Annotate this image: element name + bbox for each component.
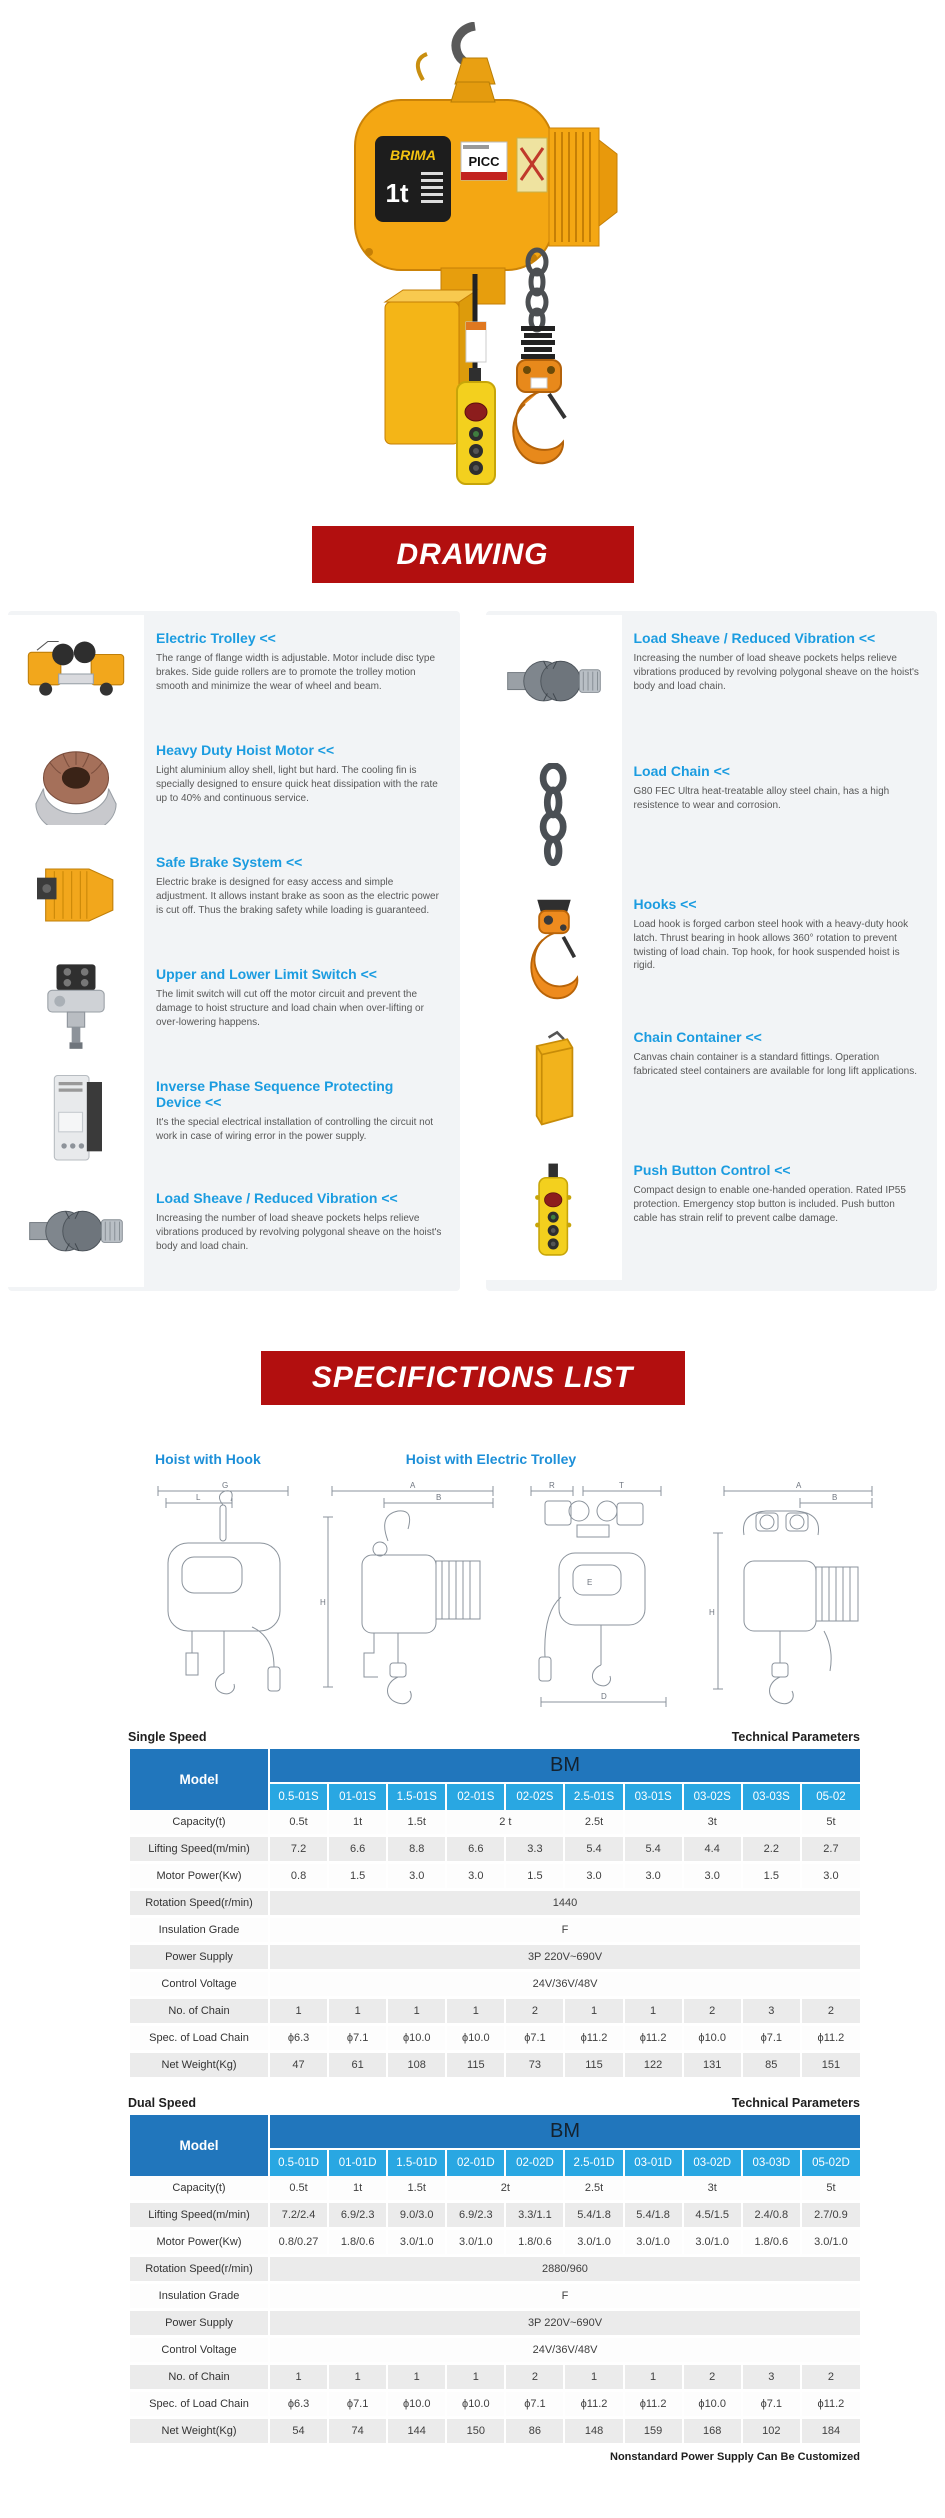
row-label-cell: Capacity(t) [129, 2176, 269, 2202]
row-label-cell: Motor Power(Kw) [129, 1863, 269, 1890]
model-code-cell: 1.5-01D [387, 2149, 446, 2176]
spec-row [129, 2052, 860, 2079]
model-code-cell: 01-01S [328, 1783, 387, 1810]
spec-value-cell: 1.5t [387, 1810, 446, 1836]
spec-value-cell: 5t [801, 2176, 860, 2202]
spec-value-cell: 2 [505, 1998, 564, 2025]
model-code-cell: 03-02D [683, 2149, 742, 2176]
spec-value-cell: 2880/960 [269, 2256, 860, 2283]
spec-value-cell: 3 [742, 2364, 801, 2391]
spec-value-cell: 74 [328, 2418, 387, 2445]
row-label-cell: Lifting Speed(m/min) [129, 2202, 269, 2229]
feature-text [144, 1063, 460, 1175]
model-code-cell: 03-03D [742, 2149, 801, 2176]
spec-row [129, 1863, 860, 1890]
row-label-cell: No. of Chain [129, 2364, 269, 2391]
spec-value-cell: ϕ7.1 [505, 2391, 564, 2418]
feature-item [486, 615, 938, 748]
spec-value-cell: 1440 [269, 1890, 860, 1917]
spec-value-cell: ϕ11.2 [801, 2025, 860, 2052]
spec-value-cell: 3P 220V~690V [269, 1944, 860, 1971]
spec-value-cell: 6.9/2.3 [328, 2202, 387, 2229]
spec-value-cell: 3.0 [446, 1863, 505, 1890]
feature-description: Compact design to enable one-handed operation. Rated IP55 protection. Emergency stop button is included. Push button cable has strain relif to prevent calbe damage. [633, 1185, 906, 1224]
feature-description: Load hook is forged carbon steel hook with a heavy-duty hook latch. Thrust bearing in hook allows 360° rotation to prevent twisting of load chain. Top hook, for hook suspended hoist is rigid. [633, 919, 909, 972]
feature-description: Increasing the number of load sheave pockets helps relieve vibrations produced by revolving polygonal sheave on the hoist's body and load chain. [156, 1213, 442, 1252]
spec-value-cell: 122 [624, 2052, 683, 2079]
nonstandard-power-footnote: Nonstandard Power Supply Can Be Customized [610, 2451, 860, 2463]
spec-value-cell: ϕ10.0 [683, 2025, 742, 2052]
row-label-cell: Power Supply [129, 2310, 269, 2337]
spec-value-cell: ϕ6.3 [269, 2025, 328, 2052]
spec-value-cell: 184 [801, 2418, 860, 2445]
spec-value-cell: 115 [564, 2052, 623, 2079]
spec-value-cell: 3P 220V~690V [269, 2310, 860, 2337]
spec-value-cell: 24V/36V/48V [269, 2337, 860, 2364]
spec-value-cell: ϕ11.2 [564, 2391, 623, 2418]
spec-row [129, 2256, 860, 2283]
spring-bumper [521, 326, 555, 359]
spec-value-cell: 6.6 [328, 1836, 387, 1863]
model-code-cell: 03-01S [624, 1783, 683, 1810]
feature-description: Electric brake is designed for easy access and simple adjustment. It allows instant brake as soon as the electric power is cut off. Thus the braking safety while loading is guaranteed. [156, 877, 439, 916]
model-code-cell: 1.5-01S [387, 1783, 446, 1810]
model-code-cell: 05-02D [801, 2149, 860, 2176]
spec-value-cell: 85 [742, 2052, 801, 2079]
feature-title-link[interactable]: Chain Container << [633, 1029, 762, 1045]
drawing-banner [312, 526, 634, 583]
spec-value-cell: 3.0 [564, 1863, 623, 1890]
spec-value-cell: 2.5t [564, 2176, 623, 2202]
spec-value-cell: ϕ11.2 [564, 2025, 623, 2052]
feature-title-link[interactable]: Load Chain << [633, 763, 730, 779]
spec-value-cell: ϕ10.0 [446, 2025, 505, 2052]
feature-description: The range of flange width is adjustable. Motor include disc type brakes. Side guide rollers are to promote the trolley motion smooth and minimize the wear of wheel and beam. [156, 653, 436, 692]
brand-label [375, 136, 451, 222]
feature-description: G80 FEC Ultra heat-treatable alloy steel chain, has a high resistence to wear and corrosion. [633, 786, 890, 811]
spec-value-cell: 144 [387, 2418, 446, 2445]
technical-drawings [140, 1477, 945, 1712]
spec-value-cell: 5.4 [624, 1836, 683, 1863]
spec-value-cell: 5t [801, 1810, 860, 1836]
spec-value-cell: 0.5t [269, 2176, 328, 2202]
spec-row [129, 2310, 860, 2337]
spec-row [129, 1998, 860, 2025]
dual-speed-section [128, 2096, 860, 2463]
spec-value-cell: 6.9/2.3 [446, 2202, 505, 2229]
feature-text [144, 727, 460, 839]
svg-text:E: E [587, 1578, 593, 1587]
spec-value-cell: 86 [505, 2418, 564, 2445]
hook-front-drawing [140, 1477, 300, 1712]
model-header-cell: Model [129, 1749, 269, 1810]
hoist-with-trolley-title: Hoist with Electric Trolley [405, 1451, 577, 1467]
spec-value-cell: 1 [624, 2364, 683, 2391]
spec-value-cell: 2 t [446, 1810, 564, 1836]
row-label-cell: Net Weight(Kg) [129, 2418, 269, 2445]
spec-value-cell: 1 [387, 2364, 446, 2391]
single-speed-label: Single Speed [128, 1730, 207, 1744]
spec-row [129, 2391, 860, 2418]
spec-value-cell: 2.2 [742, 1836, 801, 1863]
svg-text:D: D [601, 1692, 607, 1701]
row-label-cell: Rotation Speed(r/min) [129, 1890, 269, 1917]
feature-description: Increasing the number of load sheave pockets helps relieve vibrations produced by revolving polygonal sheave on the hoist's body and load chain. [633, 653, 919, 692]
feature-title-link[interactable]: Inverse Phase Sequence Protecting Device << [156, 1078, 394, 1110]
spec-row [129, 1890, 860, 1917]
row-label-cell: Spec. of Load Chain [129, 2391, 269, 2418]
feature-title-link[interactable]: Safe Brake System << [156, 854, 303, 870]
model-header-cell: Model [129, 2115, 269, 2176]
pendant-control [457, 368, 495, 484]
spec-value-cell: ϕ7.1 [328, 2025, 387, 2052]
warning-sticker [517, 138, 547, 192]
spec-row [129, 2202, 860, 2229]
spec-value-cell: 131 [683, 2052, 742, 2079]
spec-value-cell: 3.0/1.0 [446, 2229, 505, 2256]
drawing-headings [0, 1451, 945, 1467]
spec-value-cell: 1 [446, 2364, 505, 2391]
bottom-hook [513, 360, 565, 463]
motor-icon [8, 727, 144, 839]
svg-text:H: H [709, 1608, 715, 1617]
spec-value-cell: 1.8/0.6 [505, 2229, 564, 2256]
spec-value-cell: 5.4 [564, 1836, 623, 1863]
picc-text: PICC [467, 154, 500, 169]
spec-value-cell: 115 [446, 2052, 505, 2079]
feature-item [486, 1014, 938, 1147]
svg-text:G: G [222, 1481, 229, 1490]
drawing-banner-text: DRAWING [396, 537, 549, 571]
model-code-cell: 03-03S [742, 1783, 801, 1810]
spec-row [129, 2418, 860, 2445]
svg-text:T: T [619, 1481, 624, 1490]
product-photo [323, 22, 623, 522]
spec-value-cell: ϕ10.0 [446, 2391, 505, 2418]
spec-value-cell: 102 [742, 2418, 801, 2445]
spec-value-cell: 2 [683, 1998, 742, 2025]
hoist-illustration [323, 22, 623, 522]
model-code-cell: 02-01S [446, 1783, 505, 1810]
specifications-banner-text: SPECIFICTIONS LIST [311, 1361, 634, 1394]
row-label-cell: Lifting Speed(m/min) [129, 1836, 269, 1863]
sheave-icon [486, 615, 622, 748]
feature-title-link[interactable]: Upper and Lower Limit Switch << [156, 966, 377, 982]
spec-value-cell: 1 [269, 2364, 328, 2391]
spec-value-cell: 3.0/1.0 [387, 2229, 446, 2256]
spec-value-cell: 6.6 [446, 1836, 505, 1863]
spec-value-cell: 0.5t [269, 1810, 328, 1836]
feature-title-link[interactable]: Electric Trolley << [156, 630, 276, 646]
spec-value-cell: ϕ7.1 [742, 2391, 801, 2418]
feature-text [144, 839, 460, 951]
dual-speed-table [128, 2115, 860, 2446]
feature-item [8, 727, 460, 839]
spec-value-cell: 7.2/2.4 [269, 2202, 328, 2229]
spec-row [129, 1836, 860, 1863]
spec-value-cell: ϕ11.2 [624, 2025, 683, 2052]
spec-value-cell: 3.0 [387, 1863, 446, 1890]
row-label-cell: Control Voltage [129, 2337, 269, 2364]
spec-value-cell: 3.0 [624, 1863, 683, 1890]
model-code-cell: 03-02S [683, 1783, 742, 1810]
spec-row [129, 1944, 860, 1971]
feature-text [144, 951, 460, 1063]
spec-value-cell: 159 [624, 2418, 683, 2445]
model-code-cell: 02-02S [505, 1783, 564, 1810]
model-code-cell: 0.5-01D [269, 2149, 328, 2176]
phase-device-icon [8, 1063, 144, 1175]
spec-value-cell: 3.0/1.0 [564, 2229, 623, 2256]
technical-parameters-label: Technical Parameters [731, 2096, 860, 2110]
spec-row [129, 2337, 860, 2364]
spec-value-cell: 9.0/3.0 [387, 2202, 446, 2229]
spec-value-cell: 1 [564, 1998, 623, 2025]
hook-side-drawing [318, 1477, 503, 1712]
spec-value-cell: 168 [683, 2418, 742, 2445]
spec-value-cell: 2.4/0.8 [742, 2202, 801, 2229]
model-code-cell: 02-02D [505, 2149, 564, 2176]
feature-item [8, 951, 460, 1063]
spec-value-cell: 1 [328, 2364, 387, 2391]
feature-text [622, 615, 938, 748]
model-code-cell: 02-01D [446, 2149, 505, 2176]
spec-value-cell: 3.0/1.0 [624, 2229, 683, 2256]
limit-switch-icon [8, 951, 144, 1063]
feature-text [144, 615, 460, 727]
spec-row [129, 2025, 860, 2052]
feature-title-link[interactable]: Heavy Duty Hoist Motor << [156, 742, 335, 758]
spec-value-cell: 0.8/0.27 [269, 2229, 328, 2256]
feature-description: Canvas chain container is a standard fittings. Operation fabricated steel containers are available for long lift applications. [633, 1052, 917, 1077]
spec-value-cell: 3 [742, 1998, 801, 2025]
spec-value-cell: 108 [387, 2052, 446, 2079]
spec-value-cell: 24V/36V/48V [269, 1971, 860, 1998]
spec-value-cell: 3.3 [505, 1836, 564, 1863]
spec-value-cell: 1t [328, 2176, 387, 2202]
spec-value-cell: 1 [269, 1998, 328, 2025]
row-label-cell: Spec. of Load Chain [129, 2025, 269, 2052]
spec-row [129, 1810, 860, 1836]
model-code-cell: 03-01D [624, 2149, 683, 2176]
spec-value-cell: 7.2 [269, 1836, 328, 1863]
row-label-cell: Power Supply [129, 1944, 269, 1971]
feature-title-link[interactable]: Push Button Control << [633, 1162, 791, 1178]
spec-value-cell: 1.5 [328, 1863, 387, 1890]
spec-value-cell: 3.0 [801, 1863, 860, 1890]
spec-value-cell: 1t [328, 1810, 387, 1836]
spec-row [129, 1917, 860, 1944]
feature-text [622, 1014, 938, 1147]
feature-description: The limit switch will cut off the motor circuit and prevent the damage to hoist structure and load chain when over-lifting or over-lowering happens. [156, 989, 424, 1028]
spec-value-cell: 47 [269, 2052, 328, 2079]
feature-title-link[interactable]: Load Sheave / Reduced Vibration << [156, 1190, 398, 1206]
spec-value-cell: 1.8/0.6 [328, 2229, 387, 2256]
spec-value-cell: 1 [328, 1998, 387, 2025]
spec-value-cell: 54 [269, 2418, 328, 2445]
spec-value-cell: 4.5/1.5 [683, 2202, 742, 2229]
spec-value-cell: ϕ10.0 [387, 2391, 446, 2418]
spec-row [129, 2283, 860, 2310]
svg-text:L: L [196, 1493, 201, 1502]
spec-value-cell: 2.5t [564, 1810, 623, 1836]
chain-icon [486, 748, 622, 881]
spec-value-cell: 1 [387, 1998, 446, 2025]
feature-text [144, 1175, 460, 1287]
spec-value-cell: ϕ11.2 [801, 2391, 860, 2418]
spec-value-cell: 0.8 [269, 1863, 328, 1890]
model-code-cell: 05-02 [801, 1783, 860, 1810]
hoist-with-hook-title: Hoist with Hook [155, 1451, 261, 1467]
trolley-side-drawing [704, 1477, 879, 1712]
svg-text:B: B [436, 1493, 442, 1502]
model-code-cell: 01-01D [328, 2149, 387, 2176]
row-label-cell: Control Voltage [129, 1971, 269, 1998]
spec-value-cell: 1 [446, 1998, 505, 2025]
spec-value-cell: 150 [446, 2418, 505, 2445]
spec-value-cell: 2 [801, 2364, 860, 2391]
row-label-cell: Insulation Grade [129, 1917, 269, 1944]
spec-value-cell: 1.5 [742, 1863, 801, 1890]
spec-value-cell: 3t [624, 2176, 801, 2202]
spec-row [129, 2364, 860, 2391]
spec-value-cell: 3.0/1.0 [683, 2229, 742, 2256]
row-label-cell: No. of Chain [129, 1998, 269, 2025]
picc-label [461, 142, 507, 180]
feature-text [622, 1147, 938, 1280]
spec-value-cell: ϕ7.1 [328, 2391, 387, 2418]
row-label-cell: Insulation Grade [129, 2283, 269, 2310]
sheave-icon [8, 1175, 144, 1287]
feature-text [622, 748, 938, 881]
brand-text: BRIMA [389, 147, 436, 163]
row-label-cell: Net Weight(Kg) [129, 2052, 269, 2079]
feature-description: Light aluminium alloy shell, light but hard. The cooling fin is specially designed to ensure quick heat dissipation with the rate up to 40% and continuous service. [156, 765, 438, 804]
feature-item [8, 839, 460, 951]
svg-text:R: R [549, 1481, 555, 1490]
features-section [0, 611, 945, 1291]
motor-fins [549, 128, 617, 246]
svg-text:A: A [410, 1481, 416, 1490]
capacity-text: 1t [384, 178, 409, 208]
feature-text [622, 881, 938, 1014]
spec-row [129, 2176, 860, 2202]
feature-item [8, 1175, 460, 1287]
model-code-cell: 0.5-01S [269, 1783, 328, 1810]
series-header-cell: BM [269, 1749, 860, 1783]
spec-value-cell: 151 [801, 2052, 860, 2079]
spec-row [129, 1971, 860, 1998]
spec-value-cell: 148 [564, 2418, 623, 2445]
model-code-cell: 2.5-01D [564, 2149, 623, 2176]
spec-value-cell: F [269, 2283, 860, 2310]
row-label-cell: Rotation Speed(r/min) [129, 2256, 269, 2283]
row-label-cell: Motor Power(Kw) [129, 2229, 269, 2256]
container-icon [486, 1014, 622, 1147]
spec-value-cell: 3t [624, 1810, 801, 1836]
spec-value-cell: 1 [624, 1998, 683, 2025]
feature-description: It's the special electrical installation of controlling the circuit not work in case of wiring error in the power supply. [156, 1117, 434, 1142]
spec-value-cell: ϕ6.3 [269, 2391, 328, 2418]
trolley-front-drawing [521, 1477, 686, 1712]
single-speed-table [128, 1749, 860, 2080]
specifications-banner [261, 1351, 685, 1405]
feature-item [8, 1063, 460, 1175]
spec-value-cell: 2 [505, 2364, 564, 2391]
spec-value-cell: 1.8/0.6 [742, 2229, 801, 2256]
model-code-cell: 2.5-01S [564, 1783, 623, 1810]
spec-value-cell: 2 [683, 2364, 742, 2391]
pendant-icon [486, 1147, 622, 1280]
svg-text:B: B [832, 1493, 838, 1502]
spec-value-cell: 73 [505, 2052, 564, 2079]
brake-icon [8, 839, 144, 951]
series-header-cell: BM [269, 2115, 860, 2149]
spec-value-cell: ϕ11.2 [624, 2391, 683, 2418]
feature-item [486, 748, 938, 881]
spec-value-cell: 4.4 [683, 1836, 742, 1863]
features-right-column [486, 611, 938, 1291]
spec-row [129, 2229, 860, 2256]
feature-item [486, 881, 938, 1014]
svg-text:H: H [320, 1598, 326, 1607]
feature-item [8, 615, 460, 727]
svg-text:A: A [796, 1481, 802, 1490]
feature-title-link[interactable]: Load Sheave / Reduced Vibration << [633, 630, 876, 646]
spec-value-cell: 5.4/1.8 [564, 2202, 623, 2229]
spec-value-cell: 5.4/1.8 [624, 2202, 683, 2229]
spec-value-cell: 2.7 [801, 1836, 860, 1863]
spec-value-cell: ϕ7.1 [742, 2025, 801, 2052]
row-label-cell: Capacity(t) [129, 1810, 269, 1836]
spec-value-cell: 2t [446, 2176, 564, 2202]
spec-value-cell: 61 [328, 2052, 387, 2079]
spec-value-cell: 3.0 [683, 1863, 742, 1890]
feature-title-link[interactable]: Hooks << [633, 896, 697, 912]
spec-value-cell: 1.5t [387, 2176, 446, 2202]
features-left-column [8, 611, 460, 1291]
spec-value-cell: 2 [801, 1998, 860, 2025]
spec-value-cell: 3.0/1.0 [801, 2229, 860, 2256]
trolley-icon [8, 615, 144, 727]
spec-value-cell: 2.7/0.9 [801, 2202, 860, 2229]
spec-value-cell: 1 [564, 2364, 623, 2391]
technical-parameters-label: Technical Parameters [731, 1730, 860, 1744]
feature-item [486, 1147, 938, 1280]
dual-speed-label: Dual Speed [128, 2096, 197, 2110]
spec-value-cell: 8.8 [387, 1836, 446, 1863]
hook-icon [486, 881, 622, 1014]
spec-value-cell: ϕ7.1 [505, 2025, 564, 2052]
spec-value-cell: ϕ10.0 [387, 2025, 446, 2052]
spec-value-cell: F [269, 1917, 860, 1944]
spec-value-cell: 3.3/1.1 [505, 2202, 564, 2229]
spec-value-cell: 1.5 [505, 1863, 564, 1890]
spec-value-cell: ϕ10.0 [683, 2391, 742, 2418]
single-speed-section [128, 1730, 860, 2080]
